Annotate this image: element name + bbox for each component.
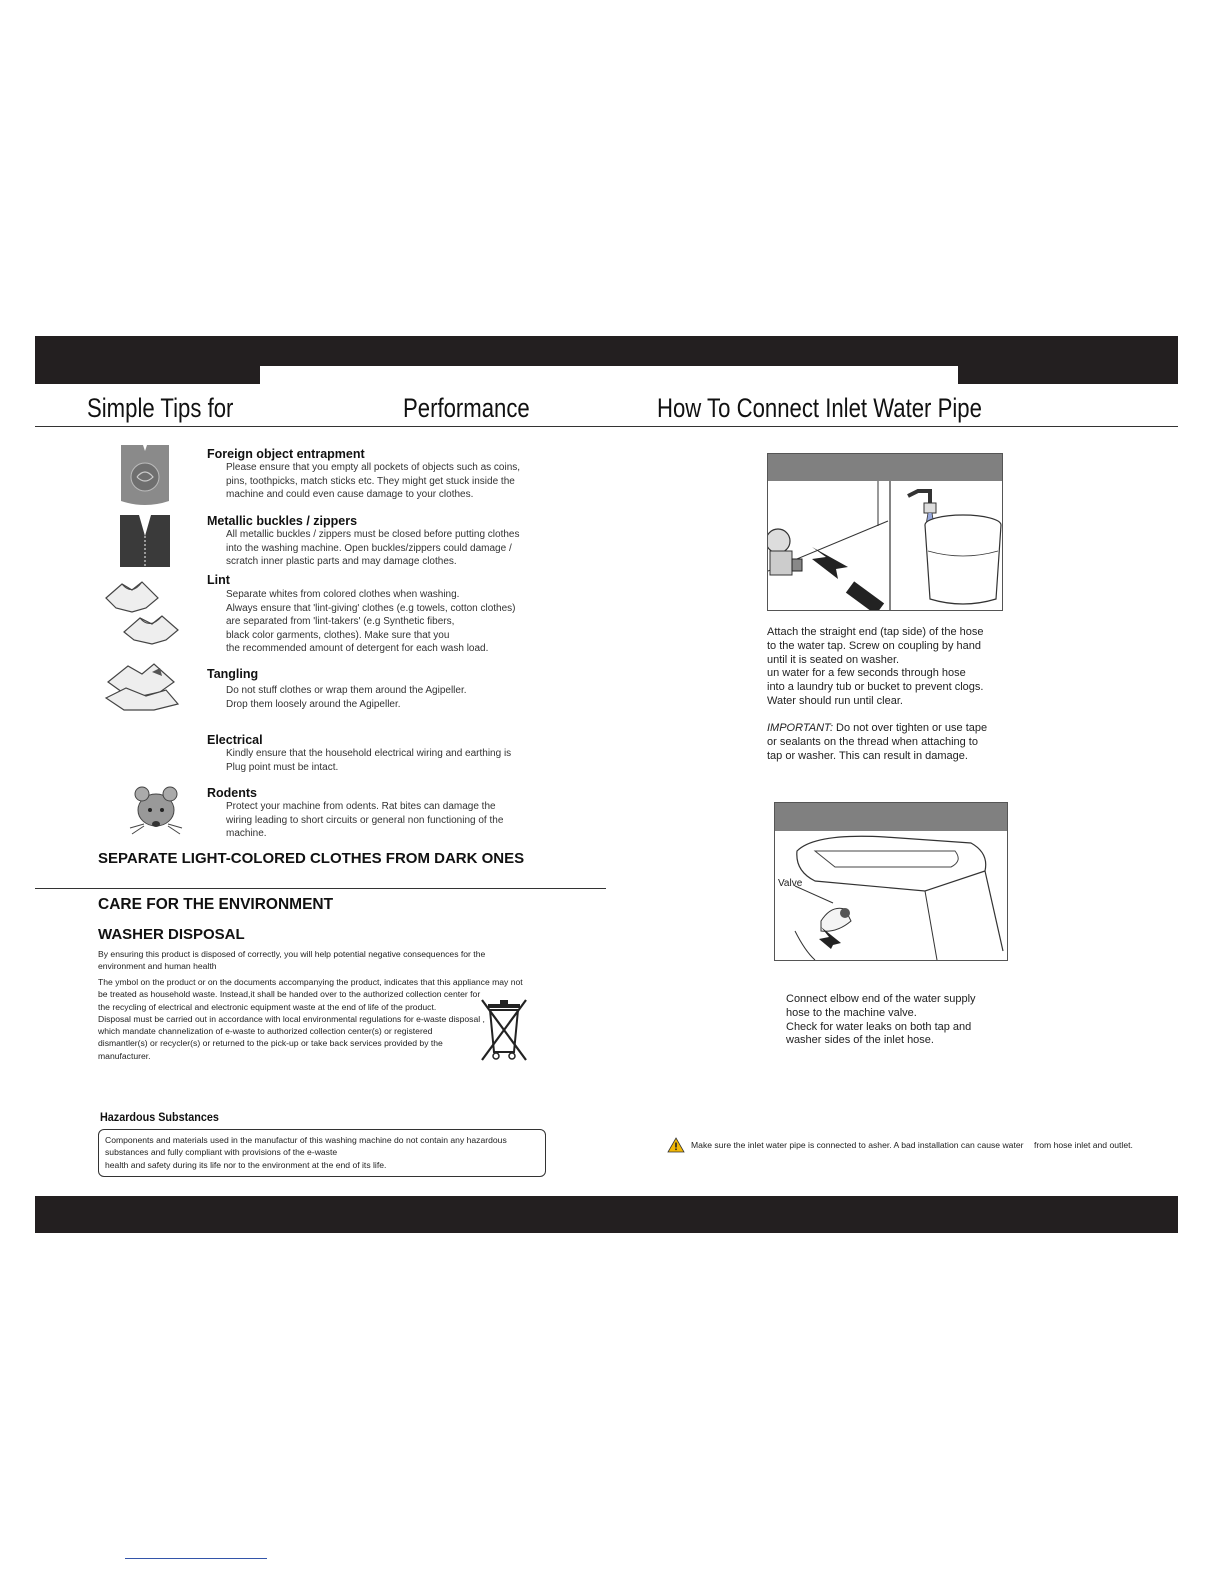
tip-title-electrical: Electrical (207, 733, 263, 747)
important-label: IMPORTANT: (767, 722, 833, 734)
footer-link-underline (125, 1558, 267, 1559)
tip-body-electrical: Kindly ensure that the household electrical wiring and earthing is Plug point must be intact. (226, 748, 512, 773)
important-note: IMPORTANT: Do not over tighten or use tape or sealants on the thread when attaching to tap or washer. This can result in damage. (767, 722, 988, 762)
valve-label: Valve (778, 878, 803, 889)
care-environment-heading: CARE FOR THE ENVIRONMENT (98, 896, 334, 913)
left-title-part-a: Simple Tips for (87, 393, 234, 423)
tip-body-foreign-object: Please ensure that you empty all pockets of objects such as coins, pins, toothpicks, match sticks etc. They might get stuck inside the machine and could even cause damage to your clothes. (226, 462, 521, 500)
bottom-banner-bar (35, 1196, 1178, 1233)
right-title-rule (606, 426, 1178, 427)
step2-instructions: Connect elbow end of the water supply hose to the machine valve. Check for water leaks on both tap and washer sides of the inlet hose. (786, 993, 976, 1047)
disposal-intro: By ensuring this product is disposed of correctly, you will help potential negative consequences for the environment and human health (98, 949, 486, 972)
tap-figure-header (768, 454, 1002, 481)
washer-valve-illustration (775, 831, 1007, 960)
warning-text-b: from hose inlet and outlet. (1034, 1140, 1133, 1150)
separate-clothes-heading: SEPARATE LIGHT-COLORED CLOTHES FROM DARK ONES (98, 850, 525, 867)
valve-connection-figure (774, 802, 1008, 961)
tip-title-tangling: Tangling (207, 667, 259, 681)
tip-title-rodents: Rodents (207, 786, 257, 800)
tip-body-zippers: All metallic buckles / zippers must be closed before putting clothes into the washing machine. Open buckles/zippers could damage / scratch inner plastic parts and may damage clothes. (226, 529, 520, 567)
tangled-clothes-icon (102, 660, 182, 712)
hazardous-substances-text: Components and materials used in the manufactur of this washing machine do not contain any hazardous substances and fully compliant with provisions of the e-waste health and safety during its life nor to the environment at the end of its life. (105, 1135, 507, 1170)
disposal-body: The ymbol on the product or on the documents accompanying the product, indicates that this appliance may not be treated as household waste. Instead,it shall be handed over to the authorized collection center for the recycling of electrical and electronic equipment waste at the end of life of the product. Disposal must be carried out in accordance with local environmental regulations for e-waste disposal , which mandate channelization of e-waste to authorized collection center(s) or registered dismantler(s) or recycler(s) or returned to the pick-up or take back services provided by the manufacturer. (98, 977, 523, 1061)
tip-body-tangling: Do not stuff clothes or wrap them around the Agipeller. Drop them loosely around the Agipeller. (226, 685, 467, 710)
tip-title-foreign-object: Foreign object entrapment (207, 447, 365, 461)
tip-title-zippers: Metallic buckles / zippers (207, 514, 358, 528)
rat-icon (124, 780, 186, 840)
tip-body-rodents: Protect your machine from odents. Rat bites can damage the wiring leading to short circuits or general non functioning of the machine. (226, 801, 504, 839)
step1-instructions: Attach the straight end (tap side) of the hose to the water tap. Screw on coupling by hand until it is seated on washer. un water for a few seconds through hose into a laundry tub or bucket to prevent clogs. Water should run until clear. (767, 626, 984, 707)
left-title-part-b: Performance (403, 393, 530, 423)
warning-icon (667, 1137, 685, 1153)
hazardous-substances-heading: Hazardous Substances (100, 1110, 219, 1124)
tap-connection-figure (767, 453, 1003, 611)
warning-text-a: Make sure the inlet water pipe is connected to asher. A bad installation can cause water (691, 1140, 1024, 1150)
pocket-coin-icon (119, 443, 171, 507)
tap-hose-bucket-illustration (768, 481, 1002, 610)
zipper-icon (119, 514, 171, 568)
crossed-bin-icon (478, 996, 530, 1062)
lint-clothes-icon (102, 578, 184, 650)
top-banner-notch (260, 366, 958, 384)
washer-disposal-heading: WASHER DISPOSAL (98, 926, 245, 943)
tip-body-lint: Separate whites from colored clothes when washing. Always ensure that 'lint-giving' clothes (e.g towels, cotton clothes) are separated from 'lint-takers' (e.g Synthetic fibers, black color garments, clothes). Make sure that you the recommended amount of detergent for each wash load. (226, 589, 516, 654)
left-title-rule (35, 426, 606, 427)
tip-title-lint: Lint (207, 573, 230, 587)
left-section-rule (35, 888, 606, 889)
right-title: How To Connect Inlet Water Pipe (657, 393, 982, 423)
valve-figure-header (775, 803, 1007, 831)
